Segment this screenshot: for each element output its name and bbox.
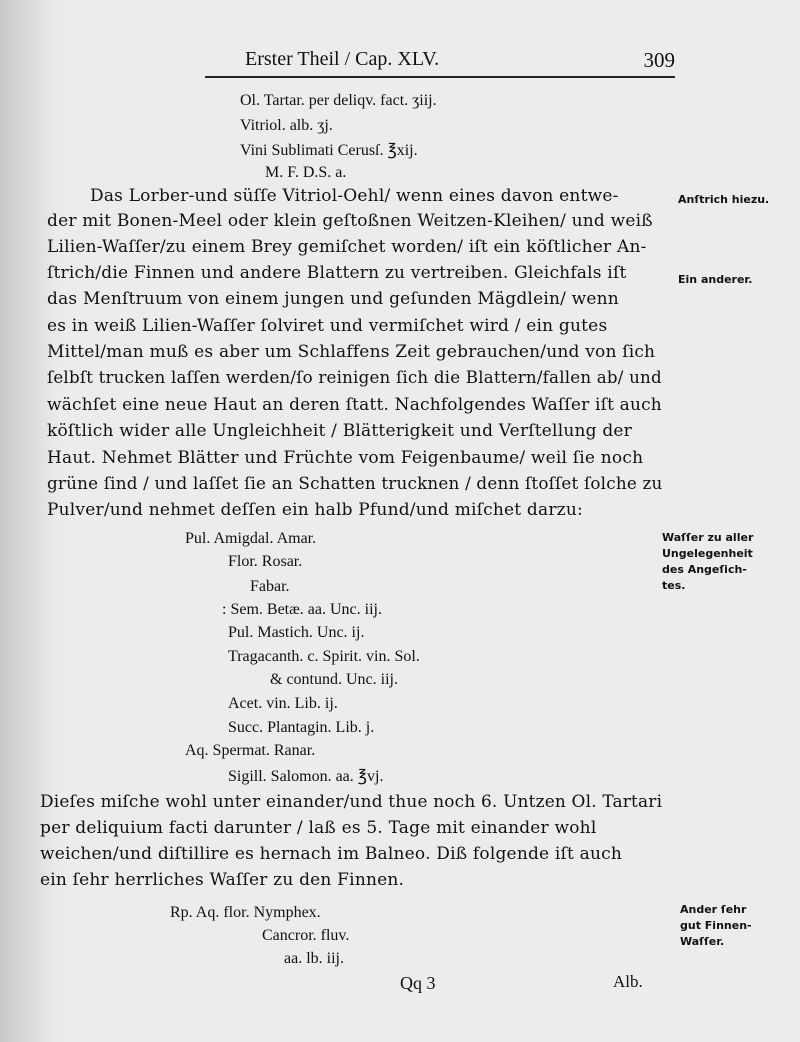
margin-note: gut Finnen- (680, 919, 752, 932)
body-line: es in weiß Lilien-Waſſer ſolviret und vermiſchet wird / ein gutes (47, 316, 608, 336)
final-recipe-line: aa. lb. iij. (284, 950, 344, 967)
recipe-line: Succ. Plantagin. Lib. j. (228, 719, 375, 736)
body-line: Haut. Nehmet Blätter und Früchte vom Feigenbaume/ weil ſie noch (47, 448, 644, 468)
body-line: grüne ſind / und laſſet ſie an Schatten trucknen / denn ſtoſſet ſolche zu (47, 474, 663, 494)
body-line: per deliquium facti darunter / laß es 5. Tage mit einander wohl (40, 818, 597, 838)
opening-recipe-line: Ol. Tartar. per deliqv. fact. ʒiij. (240, 92, 437, 109)
page-header (205, 46, 675, 80)
body-line: Lilien-Waſſer/zu einem Brey gemiſchet worden/ iſt ein köſtlicher An- (47, 237, 647, 257)
opening-recipe-line: M. F. D.S. a. (265, 164, 347, 181)
body-line: Mittel/man muß es aber um Schlaffens Zeit gebrauchen/und von ſich (47, 342, 656, 362)
margin-note: Ander ſehr (680, 903, 747, 916)
recipe-line: Fabar. (250, 578, 290, 595)
catchword: Alb. (613, 972, 643, 991)
page-number: 309 (643, 48, 675, 72)
header-rule (205, 76, 675, 78)
margin-note: Waſſer. (680, 935, 725, 948)
margin-note: Anſtrich hiezu. (678, 193, 770, 206)
signature-mark: Qq 3 (400, 973, 436, 993)
recipe-line: Sigill. Salomon. aa. ℥vj. (228, 768, 384, 785)
body-line: der mit Bonen-Meel oder klein geſtoßnen Weitzen-Kleihen/ und weiß (47, 211, 653, 231)
margin-note: Ein anderer. (678, 273, 753, 286)
final-recipe-line: Rp. Aq. flor. Nymphex. (170, 904, 321, 921)
body-line: ſtrich/die Finnen und andere Blattern zu vertreiben. Gleichfals iſt (47, 263, 627, 283)
recipe-line: Flor. Rosar. (228, 553, 303, 570)
body-line: Das Lorber-und süſſe Vitriol-Oehl/ wenn eines davon entwe- (90, 186, 619, 206)
body-line: ſelbſt trucken laſſen werden/ſo reinigen ſich die Blattern/fallen ab/ und (47, 368, 662, 388)
margin-note: Ungelegenheit (662, 547, 753, 560)
recipe-line: : Sem. Betæ. aa. Unc. iij. (222, 601, 382, 618)
recipe-line: Pul. Mastich. Unc. ij. (228, 624, 365, 641)
body-line: wächſet eine neue Haut an deren ſtatt. Nachfolgendes Waſſer iſt auch (47, 395, 662, 415)
body-line: ein ſehr herrliches Waſſer zu den Finnen. (40, 870, 405, 890)
body-line: köſtlich wider alle Ungleichheit / Blätterigkeit und Verſtellung der (47, 421, 632, 441)
margin-note: des Angeſich- (662, 563, 747, 576)
recipe-line: & contund. Unc. iij. (270, 671, 398, 688)
final-recipe-line: Cancror. fluv. (262, 927, 350, 944)
margin-note: tes. (662, 579, 686, 592)
running-head: Erster Theil / Cap. XLV. (245, 48, 440, 70)
body-line: Pulver/und nehmet deſſen ein halb Pfund/und miſchet darzu: (47, 500, 583, 520)
opening-recipe-line: Vini Sublimati Cerusſ. ℥xij. (240, 142, 418, 159)
body-line: weichen/und diſtillire es hernach im Balneo. Diß folgende iſt auch (40, 844, 623, 864)
opening-recipe-line: Vitriol. alb. ʒj. (240, 117, 333, 134)
body-line: das Menſtruum von einem jungen und geſunden Mägdlein/ wenn (47, 289, 619, 309)
recipe-line: Pul. Amigdal. Amar. (185, 530, 317, 547)
margin-note: Waſſer zu aller (662, 531, 754, 544)
recipe-line: Tragacanth. c. Spirit. vin. Sol. (228, 648, 420, 665)
recipe-line: Aq. Spermat. Ranar. (185, 742, 316, 759)
recipe-line: Acet. vin. Lib. ij. (228, 695, 338, 712)
body-line: Dieſes miſche wohl unter einander/und thue noch 6. Untzen Ol. Tartari (40, 792, 663, 812)
